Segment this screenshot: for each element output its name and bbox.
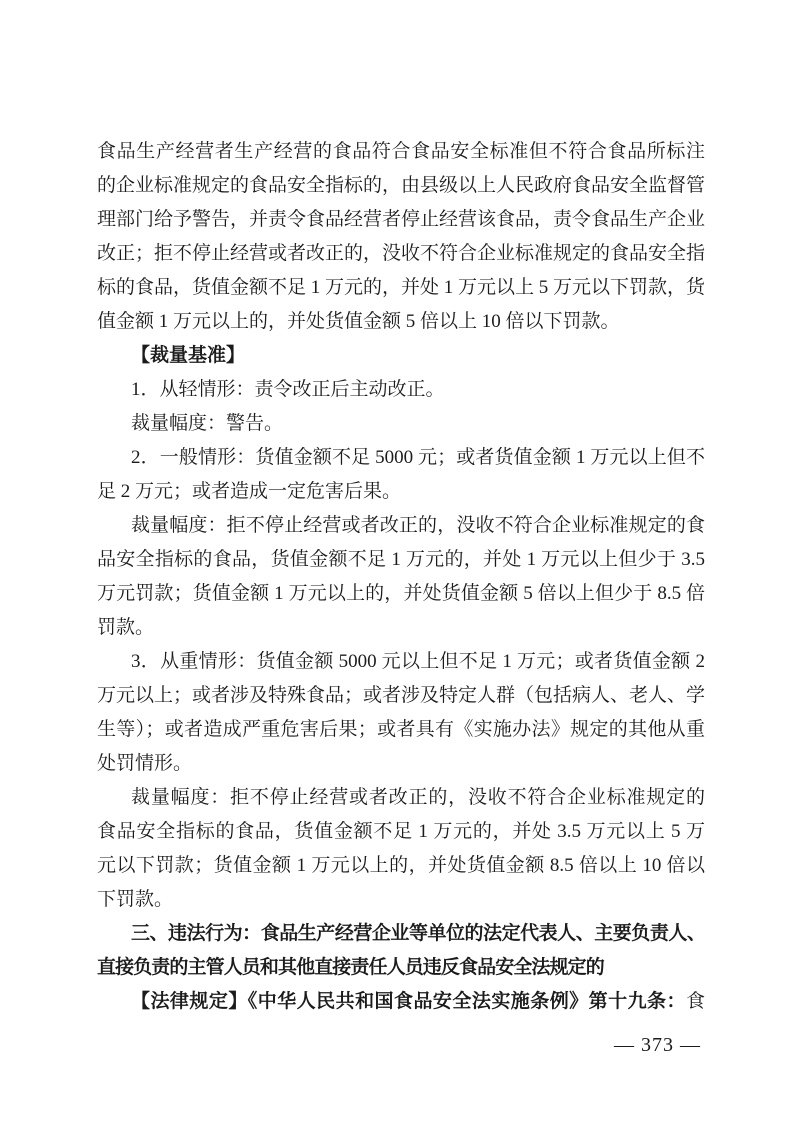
page-number: — 373 — xyxy=(614,1034,701,1056)
text-line: 元以下罚款；货值金额 1 万元以上的，并处货值金额 8.5 倍以上 10 倍以 xyxy=(97,855,705,876)
text-line: 改正；拒不停止经营或者改正的，没收不符合企业标准规定的食品安全指 xyxy=(97,243,706,264)
paragraph-legal-provision xyxy=(97,985,705,1019)
text-line: 2．一般情形：货值金额不足 5000 元；或者货值金额 1 万元以上但不 xyxy=(131,447,705,468)
item-lenient-circumstance xyxy=(97,373,705,407)
item-general-circumstance xyxy=(97,441,705,509)
text-line: 下罚款。 xyxy=(97,889,174,910)
text-line: 食品安全指标的食品，货值金额不足 1 万元的，并处 3.5 万元以上 5 万 xyxy=(97,821,705,842)
heading-line: 直接负责的主管人员和其他直接责任人员违反食品安全法规定的 xyxy=(97,957,604,978)
text-line: 足 2 万元；或者造成一定危害后果。 xyxy=(97,481,402,502)
document-content xyxy=(97,135,705,1019)
text-line: 标的食品，货值金额不足 1 万元的，并处 1 万元以上 5 万元以下罚款，货 xyxy=(97,277,706,298)
text-line: 食品生产经营者生产经营的食品符合食品安全标准但不符合食品所标注 xyxy=(97,141,705,162)
text-line: 值金额 1 万元以上的，并处货值金额 5 倍以上 10 倍以下罚款。 xyxy=(97,311,620,332)
text-line: 1．从轻情形：责令改正后主动改正。 xyxy=(131,379,445,400)
text-line: 裁量幅度：拒不停止经营或者改正的，没收不符合企业标准规定的 xyxy=(131,787,705,808)
text-line: 万元以上；或者涉及特殊食品；或者涉及特定人群（包括病人、老人、学 xyxy=(97,685,706,706)
text-line: 的企业标准规定的食品安全指标的，由县级以上人民政府食品安全监督管 xyxy=(97,175,706,196)
text-line: 理部门给予警告，并责令食品经营者停止经营该食品，责令食品生产企业 xyxy=(97,209,706,230)
heading-violation-three xyxy=(97,917,705,985)
text-line: 裁量幅度：警告。 xyxy=(131,413,284,434)
item-aggravated-range xyxy=(97,781,705,917)
text-line: 生等）；或者造成严重危害后果；或者具有《实施办法》规定的其他从重 xyxy=(97,719,705,740)
legal-provision-label: 【法律规定】《中华人民共和国食品安全法实施条例》第十九条： xyxy=(131,991,686,1012)
item-lenient-range xyxy=(97,407,705,441)
heading-line: 三、违法行为：食品生产经营企业等单位的法定代表人、主要负责人、 xyxy=(131,923,705,944)
text-line: 裁量幅度：拒不停止经营或者改正的，没收不符合企业标准规定的食 xyxy=(131,515,705,536)
text-line: 罚款。 xyxy=(97,617,155,638)
text-line: 处罚情形。 xyxy=(97,753,193,774)
legal-provision-text: 食 xyxy=(685,991,705,1012)
paragraph-penalty-provision xyxy=(97,135,705,339)
text-line: 品安全指标的食品，货值金额不足 1 万元的，并处 1 万元以上但少于 3.5 xyxy=(97,549,705,570)
heading-discretion-benchmark xyxy=(97,339,705,373)
item-aggravated-circumstance xyxy=(97,645,705,781)
text-line xyxy=(97,985,705,1019)
text-line: 万元罚款；货值金额 1 万元以上的，并处货值金额 5 倍以上但少于 8.5 倍 xyxy=(97,583,705,604)
item-general-range xyxy=(97,509,705,645)
heading-line: 【裁量基准】 xyxy=(131,345,246,366)
text-line: 3．从重情形：货值金额 5000 元以上但不足 1 万元；或者货值金额 2 xyxy=(131,651,705,672)
